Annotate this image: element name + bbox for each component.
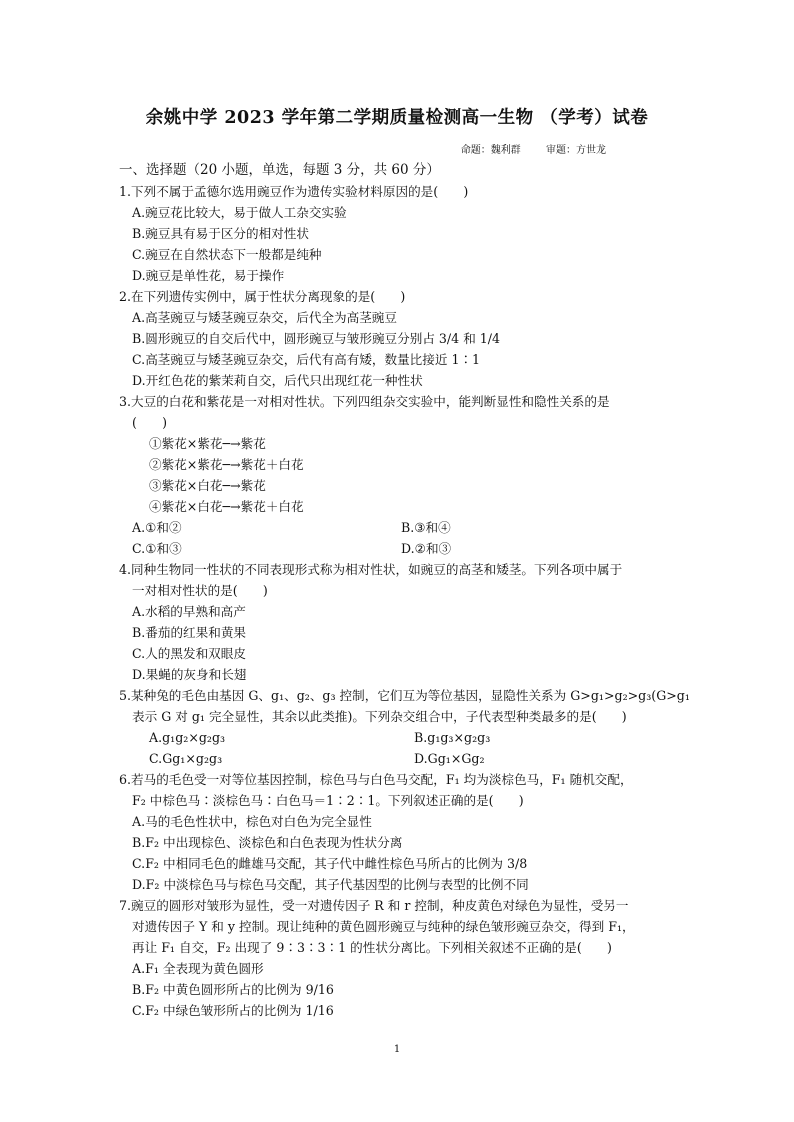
question-3-option-c: C.①和③ [132, 541, 182, 556]
question-3-stem-cont: ( ) [132, 415, 168, 430]
question-1-option-c: C.豌豆在自然状态下一般都是纯种 [132, 247, 322, 262]
question-4-option-d: D.果蝇的灰身和长翅 [132, 667, 247, 682]
question-5-option-d: D.Gg₁×Gg₂ [414, 751, 485, 766]
exam-title: 余姚中学 2023 学年第二学期质量检测高一生物 （学考）试卷 [145, 108, 649, 128]
question-7-option-b: B.F₂ 中黄色圆形所占的比例为 9/16 [132, 982, 334, 997]
author-credit: 命题：魏利群 [460, 145, 521, 156]
question-5-options-cd [119, 748, 679, 769]
question-2-option-a: A.高茎豌豆与矮茎豌豆杂交，后代全为高茎豌豆 [132, 310, 397, 325]
question-2-option-c: C.高茎豌豆与矮茎豌豆杂交，后代有高有矮，数量比接近 1∶1 [132, 352, 481, 367]
question-3-item-2: ②紫花×紫花─→紫花＋白花 [149, 457, 304, 472]
question-6-stem: 6.若马的毛色受一对等位基因控制，棕色马与白色马交配，F₁ 均为淡棕色马，F₁ 随机交配， [119, 772, 633, 787]
question-2-option-b: B.圆形豌豆的自交后代中，圆形豌豆与皱形豌豆分别占 3/4 和 1/4 [132, 331, 501, 346]
question-7-option-c: C.F₂ 中绿色皱形所占的比例为 1/16 [132, 1003, 334, 1018]
section-heading: 一、选择题（20 小题，单选，每题 3 分，共 60 分） [119, 162, 440, 178]
question-3-options-ab [119, 517, 679, 538]
question-5-option-c: C.Gg₁×g₂g₃ [149, 751, 223, 766]
question-6-option-b: B.F₂ 中出现棕色、淡棕色和白色表现为性状分离 [132, 835, 403, 850]
question-6-option-d: D.F₂ 中淡棕色马与棕色马交配，其子代基因型的比例与表型的比例不同 [132, 877, 529, 892]
question-5-options-ab [119, 727, 679, 748]
question-6-stem-cont: F₂ 中棕色马∶淡棕色马∶白色马＝1∶2∶1。下列叙述正确的是( ) [132, 793, 524, 808]
question-5-stem-cont: 表示 G 对 g₁ 完全显性，其余以此类推)。下列杂交组合中，子代表型种类最多的是( ) [132, 709, 627, 724]
question-3-item-3: ③紫花×白花─→紫花 [149, 478, 266, 493]
question-3-option-d: D.②和③ [401, 541, 452, 556]
question-3-item-1: ①紫花×紫花─→紫花 [149, 436, 266, 451]
question-7-option-a: A.F₁ 全表现为黄色圆形 [132, 961, 264, 976]
question-3-stem: 3.大豆的白花和紫花是一对相对性状。下列四组杂交实验中，能判断显性和隐性关系的是 [119, 394, 610, 409]
question-3-options-cd [119, 538, 679, 559]
question-4-stem: 4.同种生物同一性状的不同表现形式称为相对性状，如豌豆的高茎和矮茎。下列各项中属于 [119, 562, 623, 577]
question-3-option-b: B.③和④ [401, 520, 451, 535]
question-4-stem-cont: 一对相对性状的是( ) [132, 583, 268, 598]
question-5-stem: 5.某种兔的毛色由基因 G、g₁、g₂、g₃ 控制，它们互为等位基因，显隐性关系为 G>g₁>g₂>g₃(G>g₁ [119, 688, 690, 703]
question-7-stem-cont-2: 再让 F₁ 自交，F₂ 出现了 9∶3∶3∶1 的性状分离比。下列相关叙述不正确的是( ) [132, 940, 612, 955]
exam-content [119, 160, 690, 1021]
question-7-stem-cont-1: 对遗传因子 Y 和 y 控制。现让纯种的黄色圆形豌豆与纯种的绿色皱形豌豆杂交，得到 F₁， [132, 919, 635, 934]
question-4-option-b: B.番茄的红果和黄果 [132, 625, 247, 640]
question-4-option-c: C.人的黑发和双眼皮 [132, 646, 246, 661]
reviewer-credit: 审题：方世龙 [546, 145, 606, 156]
question-4-option-a: A.水稻的早熟和高产 [132, 604, 246, 619]
question-2-option-d: D.开红色花的紫茉莉自交，后代只出现红花一种性状 [132, 373, 423, 388]
question-1-stem: 1.下列不属于孟德尔选用豌豆作为遗传实验材料原因的是( ) [119, 184, 469, 199]
question-3-option-a: A.①和② [132, 520, 182, 535]
question-6-option-c: C.F₂ 中相同毛色的雌雄马交配，其子代中雌性棕色马所占的比例为 3/8 [132, 856, 528, 871]
question-6-option-a: A.马的毛色性状中，棕色对白色为完全显性 [132, 814, 372, 829]
question-3-item-4: ④紫花×白花─→紫花＋白花 [149, 499, 304, 514]
question-1-option-b: B.豌豆具有易于区分的相对性状 [132, 226, 309, 241]
credits [439, 141, 606, 156]
question-5-option-a: A.g₁g₂×g₂g₃ [149, 730, 226, 745]
question-1-option-d: D.豌豆是单性花，易于操作 [132, 268, 285, 283]
page-number: 1 [393, 1044, 401, 1055]
question-7-stem: 7.豌豆的圆形对皱形为显性，受一对遗传因子 R 和 r 控制，种皮黄色对绿色为显性，受另一 [119, 898, 629, 913]
question-1-option-a: A.豌豆花比较大，易于做人工杂交实验 [132, 205, 347, 220]
question-5-option-b: B.g₁g₃×g₂g₃ [414, 730, 491, 745]
question-2-stem: 2.在下列遗传实例中，属于性状分离现象的是( ) [119, 289, 406, 304]
